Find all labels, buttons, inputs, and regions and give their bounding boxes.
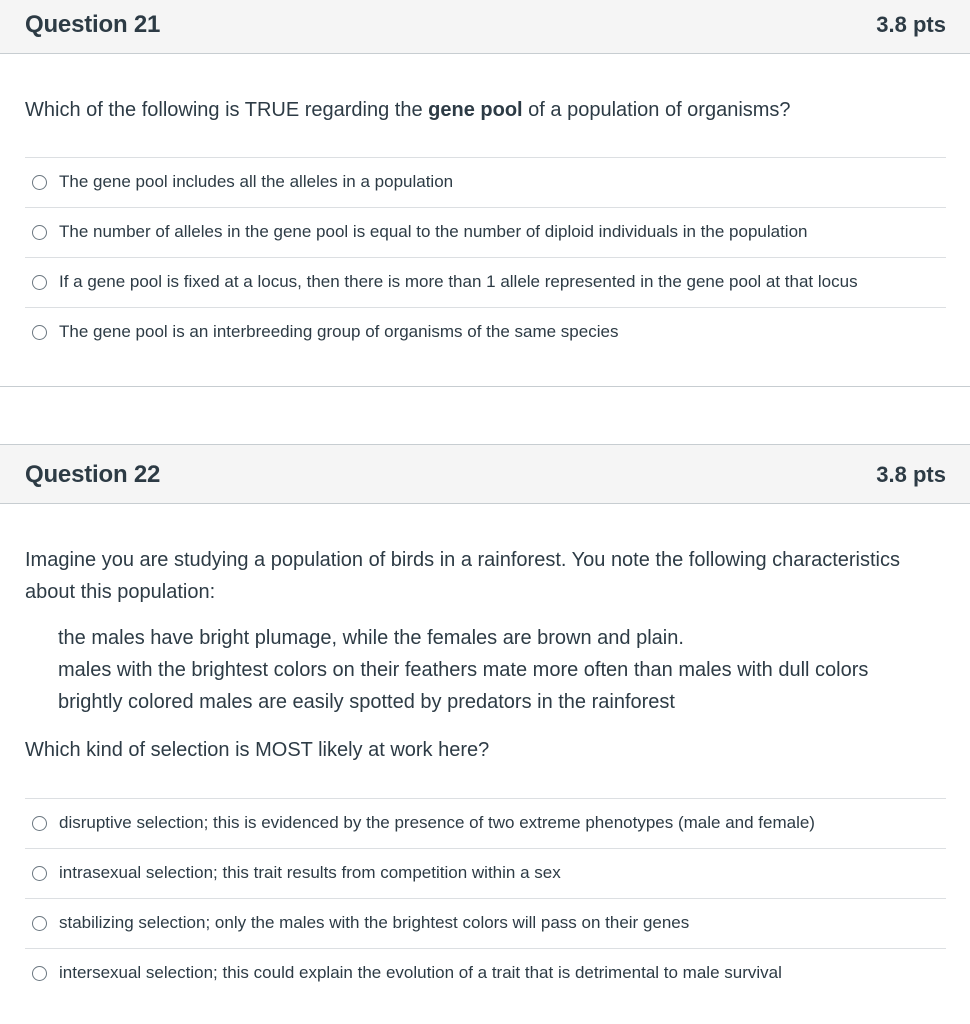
characteristic-item: males with the brightest colors on their feathers mate more often than males with dull colors	[58, 659, 869, 681]
answer-option[interactable]	[25, 949, 946, 998]
question-header	[0, 0, 970, 54]
question-title: Question 22	[25, 461, 161, 488]
question-points: 3.8 pts	[876, 462, 946, 487]
answer-option[interactable]	[25, 258, 946, 308]
answer-label[interactable]: The number of alleles in the gene pool is equal to the number of diploid individuals in the population	[59, 222, 808, 241]
answer-option[interactable]	[25, 849, 946, 899]
radio-button[interactable]	[32, 966, 47, 981]
characteristic-item: brightly colored males are easily spotted by predators in the rainforest	[58, 691, 675, 713]
answer-label[interactable]: If a gene pool is fixed at a locus, then there is more than 1 allele represented in the gene pool at that locus	[59, 272, 858, 291]
radio-button[interactable]	[32, 916, 47, 931]
answer-label[interactable]: intersexual selection; this could explain the evolution of a trait that is detrimental to male survival	[59, 963, 782, 982]
question-text-part: Which of the following is TRUE regarding the	[25, 99, 429, 121]
question-text: Imagine you are studying a population of birds in a rainforest. You note the following characteristics about this population:	[25, 549, 900, 603]
question-prompt: Which kind of selection is MOST likely at work here?	[25, 739, 490, 761]
answer-label[interactable]: disruptive selection; this is evidenced by the presence of two extreme phenotypes (male and female)	[59, 813, 815, 832]
characteristic-item: the males have bright plumage, while the females are brown and plain.	[58, 627, 684, 649]
characteristics-list	[58, 622, 948, 718]
radio-button[interactable]	[32, 175, 47, 190]
question-title: Question 21	[25, 11, 161, 38]
question-text-part: of a population of organisms?	[522, 99, 791, 121]
answer-list	[25, 157, 946, 357]
radio-button[interactable]	[32, 325, 47, 340]
answer-label[interactable]: stabilizing selection; only the males with the brightest colors will pass on their genes	[59, 913, 690, 932]
answer-list	[25, 798, 946, 998]
answer-label[interactable]: intrasexual selection; this trait results from competition within a sex	[59, 863, 561, 882]
question-text	[25, 94, 948, 126]
radio-button[interactable]	[32, 866, 47, 881]
answer-option[interactable]	[25, 899, 946, 949]
answer-label[interactable]: The gene pool is an interbreeding group of organisms of the same species	[59, 322, 619, 341]
question-points: 3.8 pts	[876, 12, 946, 37]
answer-option[interactable]	[25, 799, 946, 849]
question-text-bold: gene pool	[428, 99, 523, 121]
question-21	[0, 0, 970, 387]
radio-button[interactable]	[32, 275, 47, 290]
answer-option[interactable]	[25, 208, 946, 258]
question-header	[0, 444, 970, 504]
answer-option[interactable]	[25, 158, 946, 208]
answer-option[interactable]	[25, 308, 946, 357]
answer-label[interactable]: The gene pool includes all the alleles in a population	[59, 172, 454, 191]
radio-button[interactable]	[32, 225, 47, 240]
radio-button[interactable]	[32, 816, 47, 831]
question-22	[0, 444, 970, 1024]
